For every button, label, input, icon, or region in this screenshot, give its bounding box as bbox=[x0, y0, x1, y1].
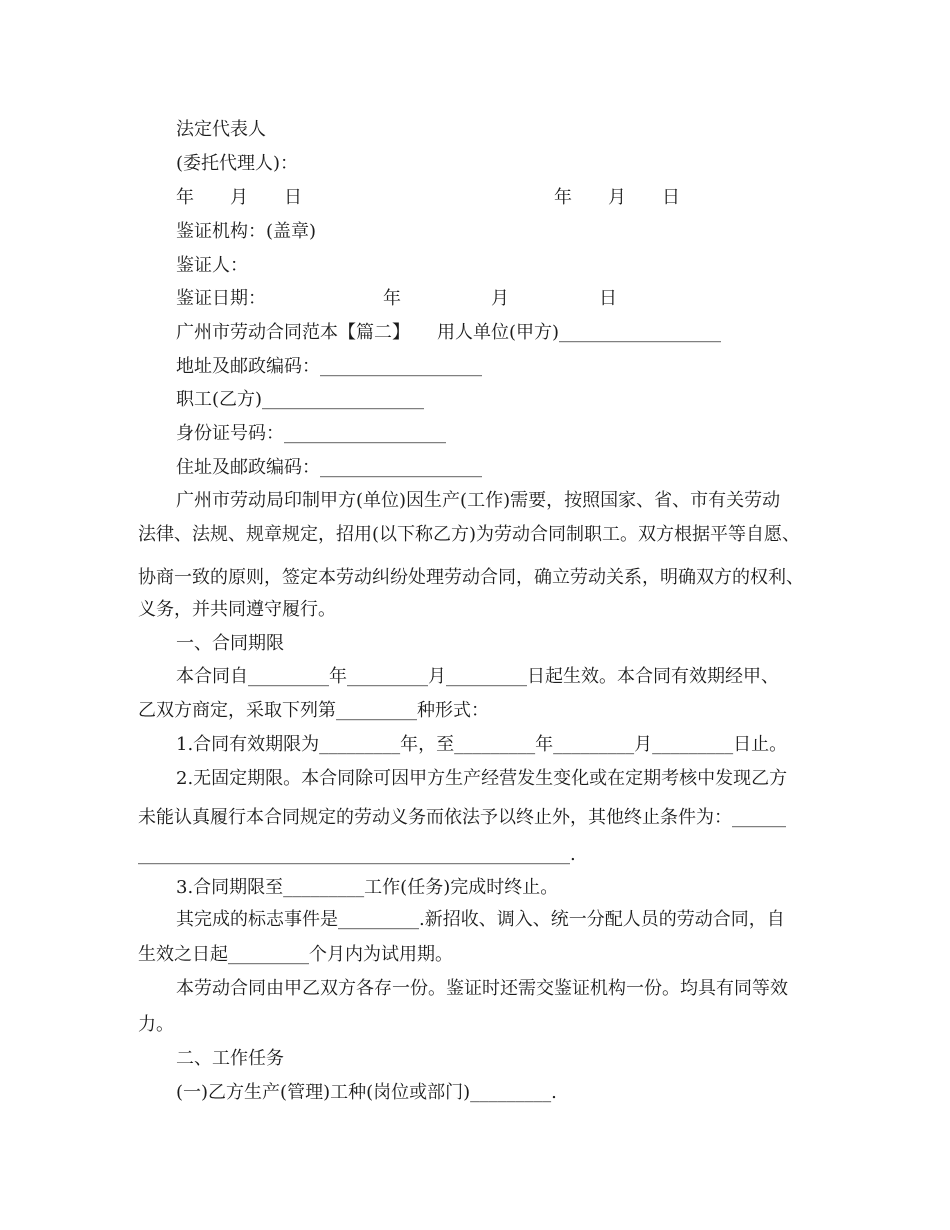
paragraph-line: (一)乙方生产(管理)工种(岗位或部门)_________. bbox=[176, 1082, 557, 1103]
section-heading: 一、合同期限 bbox=[176, 633, 284, 654]
paragraph-line: 未能认真履行本合同规定的劳动义务而依法予以终止外，其他终止条件为：______ bbox=[138, 807, 786, 828]
paragraph-line: 其完成的标志事件是_________.新招收、调入、统一分配人员的劳动合同，自 bbox=[176, 909, 785, 930]
paragraph-line: 法律、法规、规章规定，招用(以下称乙方)为劳动合同制职工。双方根据平等自愿、 bbox=[138, 524, 801, 545]
paragraph-line: 生效之日起_________个月内为试用期。 bbox=[138, 944, 453, 965]
date-line: 年 月 日 年 月 日 bbox=[176, 187, 680, 208]
employee-line: 职工(乙方)__________________ bbox=[176, 389, 425, 410]
agent-label: (委托代理人)： bbox=[176, 153, 299, 174]
paragraph-line: 义务，并共同遵守履行。 bbox=[138, 599, 336, 620]
paragraph-line: 3.合同期限至_________工作(任务)完成时终止。 bbox=[176, 877, 559, 898]
paragraph-line: 本合同自_________年_________月_________日起生效。本合同有效期经甲、 bbox=[176, 666, 779, 687]
id-number-line: 身份证号码：__________________ bbox=[176, 423, 446, 444]
paragraph-line: 协商一致的原则，签定本劳动纠纷处理劳动合同，确立劳动关系，明确双方的权利、 bbox=[138, 567, 804, 588]
paragraph-line: 乙双方商定，采取下列第_________种形式： bbox=[138, 700, 489, 721]
paragraph-line: 广州市劳动局印制甲方(单位)因生产(工作)需要，按照国家、省、市有关劳动 bbox=[176, 490, 781, 511]
address-postcode-line: 地址及邮政编码：__________________ bbox=[176, 356, 482, 377]
certifier-line: 鉴证人： bbox=[176, 255, 248, 276]
blank-fill-line: ________________________________________________. bbox=[138, 844, 576, 865]
paragraph-line: 1.合同有效期限为_________年，至_________年_________月_________日止。 bbox=[176, 734, 788, 755]
certifying-authority-line: 鉴证机构：(盖章) bbox=[176, 221, 317, 242]
employer-line: 广州市劳动合同范本【篇二】 用人单位(甲方)__________________ bbox=[176, 322, 722, 343]
residence-postcode-line: 住址及邮政编码：__________________ bbox=[176, 457, 482, 478]
paragraph-line: 本劳动合同由甲乙双方各存一份。鉴证时还需交鉴证机构一份。均具有同等效 bbox=[176, 978, 788, 999]
paragraph-line: 2.无固定期限。本合同除可因甲方生产经营发生变化或在定期考核中发现乙方 bbox=[176, 768, 788, 789]
certification-date-line: 鉴证日期： 年 月 日 bbox=[176, 288, 617, 309]
representative-label: 法定代表人 bbox=[176, 119, 266, 140]
paragraph-line: 力。 bbox=[138, 1014, 174, 1035]
section-heading: 二、工作任务 bbox=[176, 1048, 284, 1069]
